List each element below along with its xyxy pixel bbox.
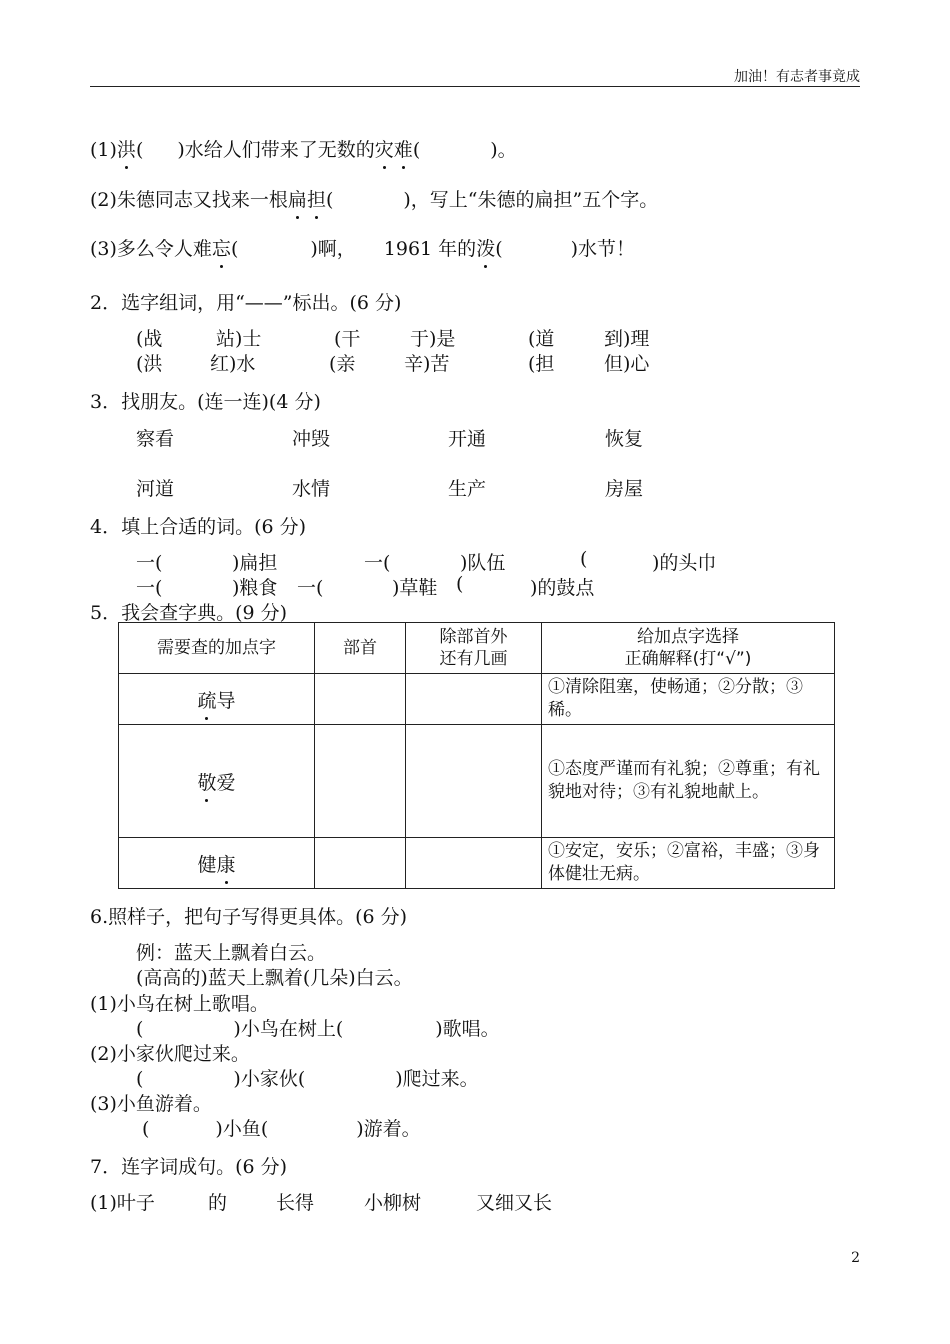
meaning-cell[interactable]: ①清除阻塞，使畅通；②分散；③稀。 bbox=[542, 674, 835, 725]
q3-word-top-1[interactable]: 察看 bbox=[136, 428, 175, 450]
q6-example-2: (高高的)蓝天上飘着(几朵)白云。 bbox=[136, 967, 413, 989]
q7-word-3: 长得 bbox=[276, 1192, 315, 1214]
radical-input[interactable] bbox=[315, 725, 406, 838]
q2-opt-1d: 于)是 bbox=[410, 328, 456, 350]
q2-opt-2f: 但)心 bbox=[604, 353, 650, 375]
q6-fill-3: ( )小鱼( )游着。 bbox=[142, 1118, 421, 1140]
q4-l2-c: 一( bbox=[297, 577, 324, 599]
q1-item-2: (2)朱德同志又找来一根扁担( )，写上“朱德的扁担”五个字。 bbox=[90, 185, 658, 212]
q3-title: 3．找朋友。(连一连)(4 分) bbox=[90, 391, 321, 413]
q5-title: 5．我会查字典。(9 分) bbox=[90, 602, 288, 624]
q7-word-4: 小柳树 bbox=[364, 1192, 422, 1214]
q2-opt-1c: (干 bbox=[334, 328, 361, 350]
word-cell: 疏导 bbox=[119, 674, 315, 725]
q2-opt-1e: (道 bbox=[528, 328, 555, 350]
q3-word-top-3[interactable]: 开通 bbox=[448, 428, 487, 450]
col-header-radical: 部首 bbox=[315, 623, 406, 674]
q4-l1-d: )队伍 bbox=[460, 552, 506, 574]
table-row bbox=[119, 838, 835, 889]
q6-sentence-1: (1)小鸟在树上歌唱。 bbox=[90, 993, 269, 1015]
q6-fill-2: ( )小家伙( )爬过来。 bbox=[136, 1068, 479, 1090]
table-header-row bbox=[119, 623, 835, 674]
q4-l2-e: ( bbox=[456, 573, 464, 595]
q4-l1-e: ( bbox=[580, 548, 588, 570]
col-header-strokes bbox=[406, 623, 542, 674]
strokes-input[interactable] bbox=[406, 674, 542, 725]
q2-opt-2a: (洪 bbox=[136, 353, 163, 375]
q4-title: 4．填上合适的词。(6 分) bbox=[90, 516, 307, 538]
col-header-meaning bbox=[542, 623, 835, 674]
meaning-cell[interactable]: ①安定，安乐；②富裕，丰盛；③身体健壮无病。 bbox=[542, 838, 835, 889]
col-header-strokes-line1: 除部首外 bbox=[439, 627, 508, 647]
q4-l1-f: )的头巾 bbox=[652, 552, 717, 574]
col-header-meaning-line1: 给加点字选择 bbox=[637, 627, 739, 647]
dictionary-table bbox=[118, 622, 835, 889]
q2-title: 2．选字组词，用“——”标出。(6 分) bbox=[90, 292, 402, 314]
col-header-strokes-line2: 还有几画 bbox=[439, 649, 508, 669]
q2-opt-2d: 辛)苦 bbox=[404, 353, 450, 375]
header-rule bbox=[90, 86, 860, 87]
header-motto: 加油！有志者事竟成 bbox=[734, 69, 860, 85]
q3-word-top-2[interactable]: 冲毁 bbox=[292, 428, 331, 450]
q6-sentence-2: (2)小家伙爬过来。 bbox=[90, 1043, 250, 1065]
meaning-cell[interactable]: ①态度严谨而有礼貌；②尊重；有礼貌地对待；③有礼貌地献上。 bbox=[542, 725, 835, 838]
radical-input[interactable] bbox=[315, 674, 406, 725]
q6-fill-1: ( )小鸟在树上( )歌唱。 bbox=[136, 1018, 500, 1040]
col-header-meaning-line2: 正确解释(打“√”) bbox=[624, 649, 752, 669]
q4-l2-d: )草鞋 bbox=[392, 577, 438, 599]
table-row bbox=[119, 674, 835, 725]
q1-item-3: (3)多么令人难忘( )啊， 1961 年的泼( )水节！ bbox=[90, 234, 635, 261]
q3-word-bottom-4[interactable]: 房屋 bbox=[605, 478, 644, 500]
q6-sentence-3: (3)小鱼游着。 bbox=[90, 1093, 212, 1115]
col-header-word: 需要查的加点字 bbox=[119, 623, 315, 674]
q3-word-top-4[interactable]: 恢复 bbox=[605, 428, 644, 450]
page-number: 2 bbox=[851, 1250, 860, 1266]
q1-item-1: (1)洪( )水给人们带来了无数的灾难( )。 bbox=[90, 135, 517, 162]
q3-word-bottom-2[interactable]: 水情 bbox=[292, 478, 331, 500]
strokes-input[interactable] bbox=[406, 838, 542, 889]
q6-title: 6.照样子，把句子写得更具体。(6 分) bbox=[90, 906, 408, 928]
q2-opt-1a: (战 bbox=[136, 328, 163, 350]
q4-l2-a: 一( bbox=[136, 577, 163, 599]
q2-opt-1b: 站)士 bbox=[216, 328, 262, 350]
q3-word-bottom-3[interactable]: 生产 bbox=[448, 478, 487, 500]
strokes-input[interactable] bbox=[406, 725, 542, 838]
q2-opt-2c: (亲 bbox=[329, 353, 356, 375]
q7-title: 7．连字词成句。(6 分) bbox=[90, 1156, 288, 1178]
q4-l1-a: 一( bbox=[136, 552, 163, 574]
q4-l2-f: )的鼓点 bbox=[530, 577, 595, 599]
q2-opt-1f: 到)理 bbox=[604, 328, 650, 350]
q7-word-1: (1)叶子 bbox=[90, 1192, 155, 1214]
table-row bbox=[119, 725, 835, 838]
q4-l1-b: )扁担 bbox=[232, 552, 278, 574]
word-cell: 健康 bbox=[119, 838, 315, 889]
q4-l1-c: 一( bbox=[364, 552, 391, 574]
q2-opt-2e: (担 bbox=[528, 353, 555, 375]
q7-word-2: 的 bbox=[208, 1192, 228, 1214]
radical-input[interactable] bbox=[315, 838, 406, 889]
q2-opt-2b: 红)水 bbox=[210, 353, 256, 375]
word-cell: 敬爱 bbox=[119, 725, 315, 838]
q6-example-1: 例：蓝天上飘着白云。 bbox=[136, 942, 327, 964]
q7-word-5: 又细又长 bbox=[476, 1192, 553, 1214]
q3-word-bottom-1[interactable]: 河道 bbox=[136, 478, 175, 500]
q4-l2-b: )粮食 bbox=[232, 577, 278, 599]
